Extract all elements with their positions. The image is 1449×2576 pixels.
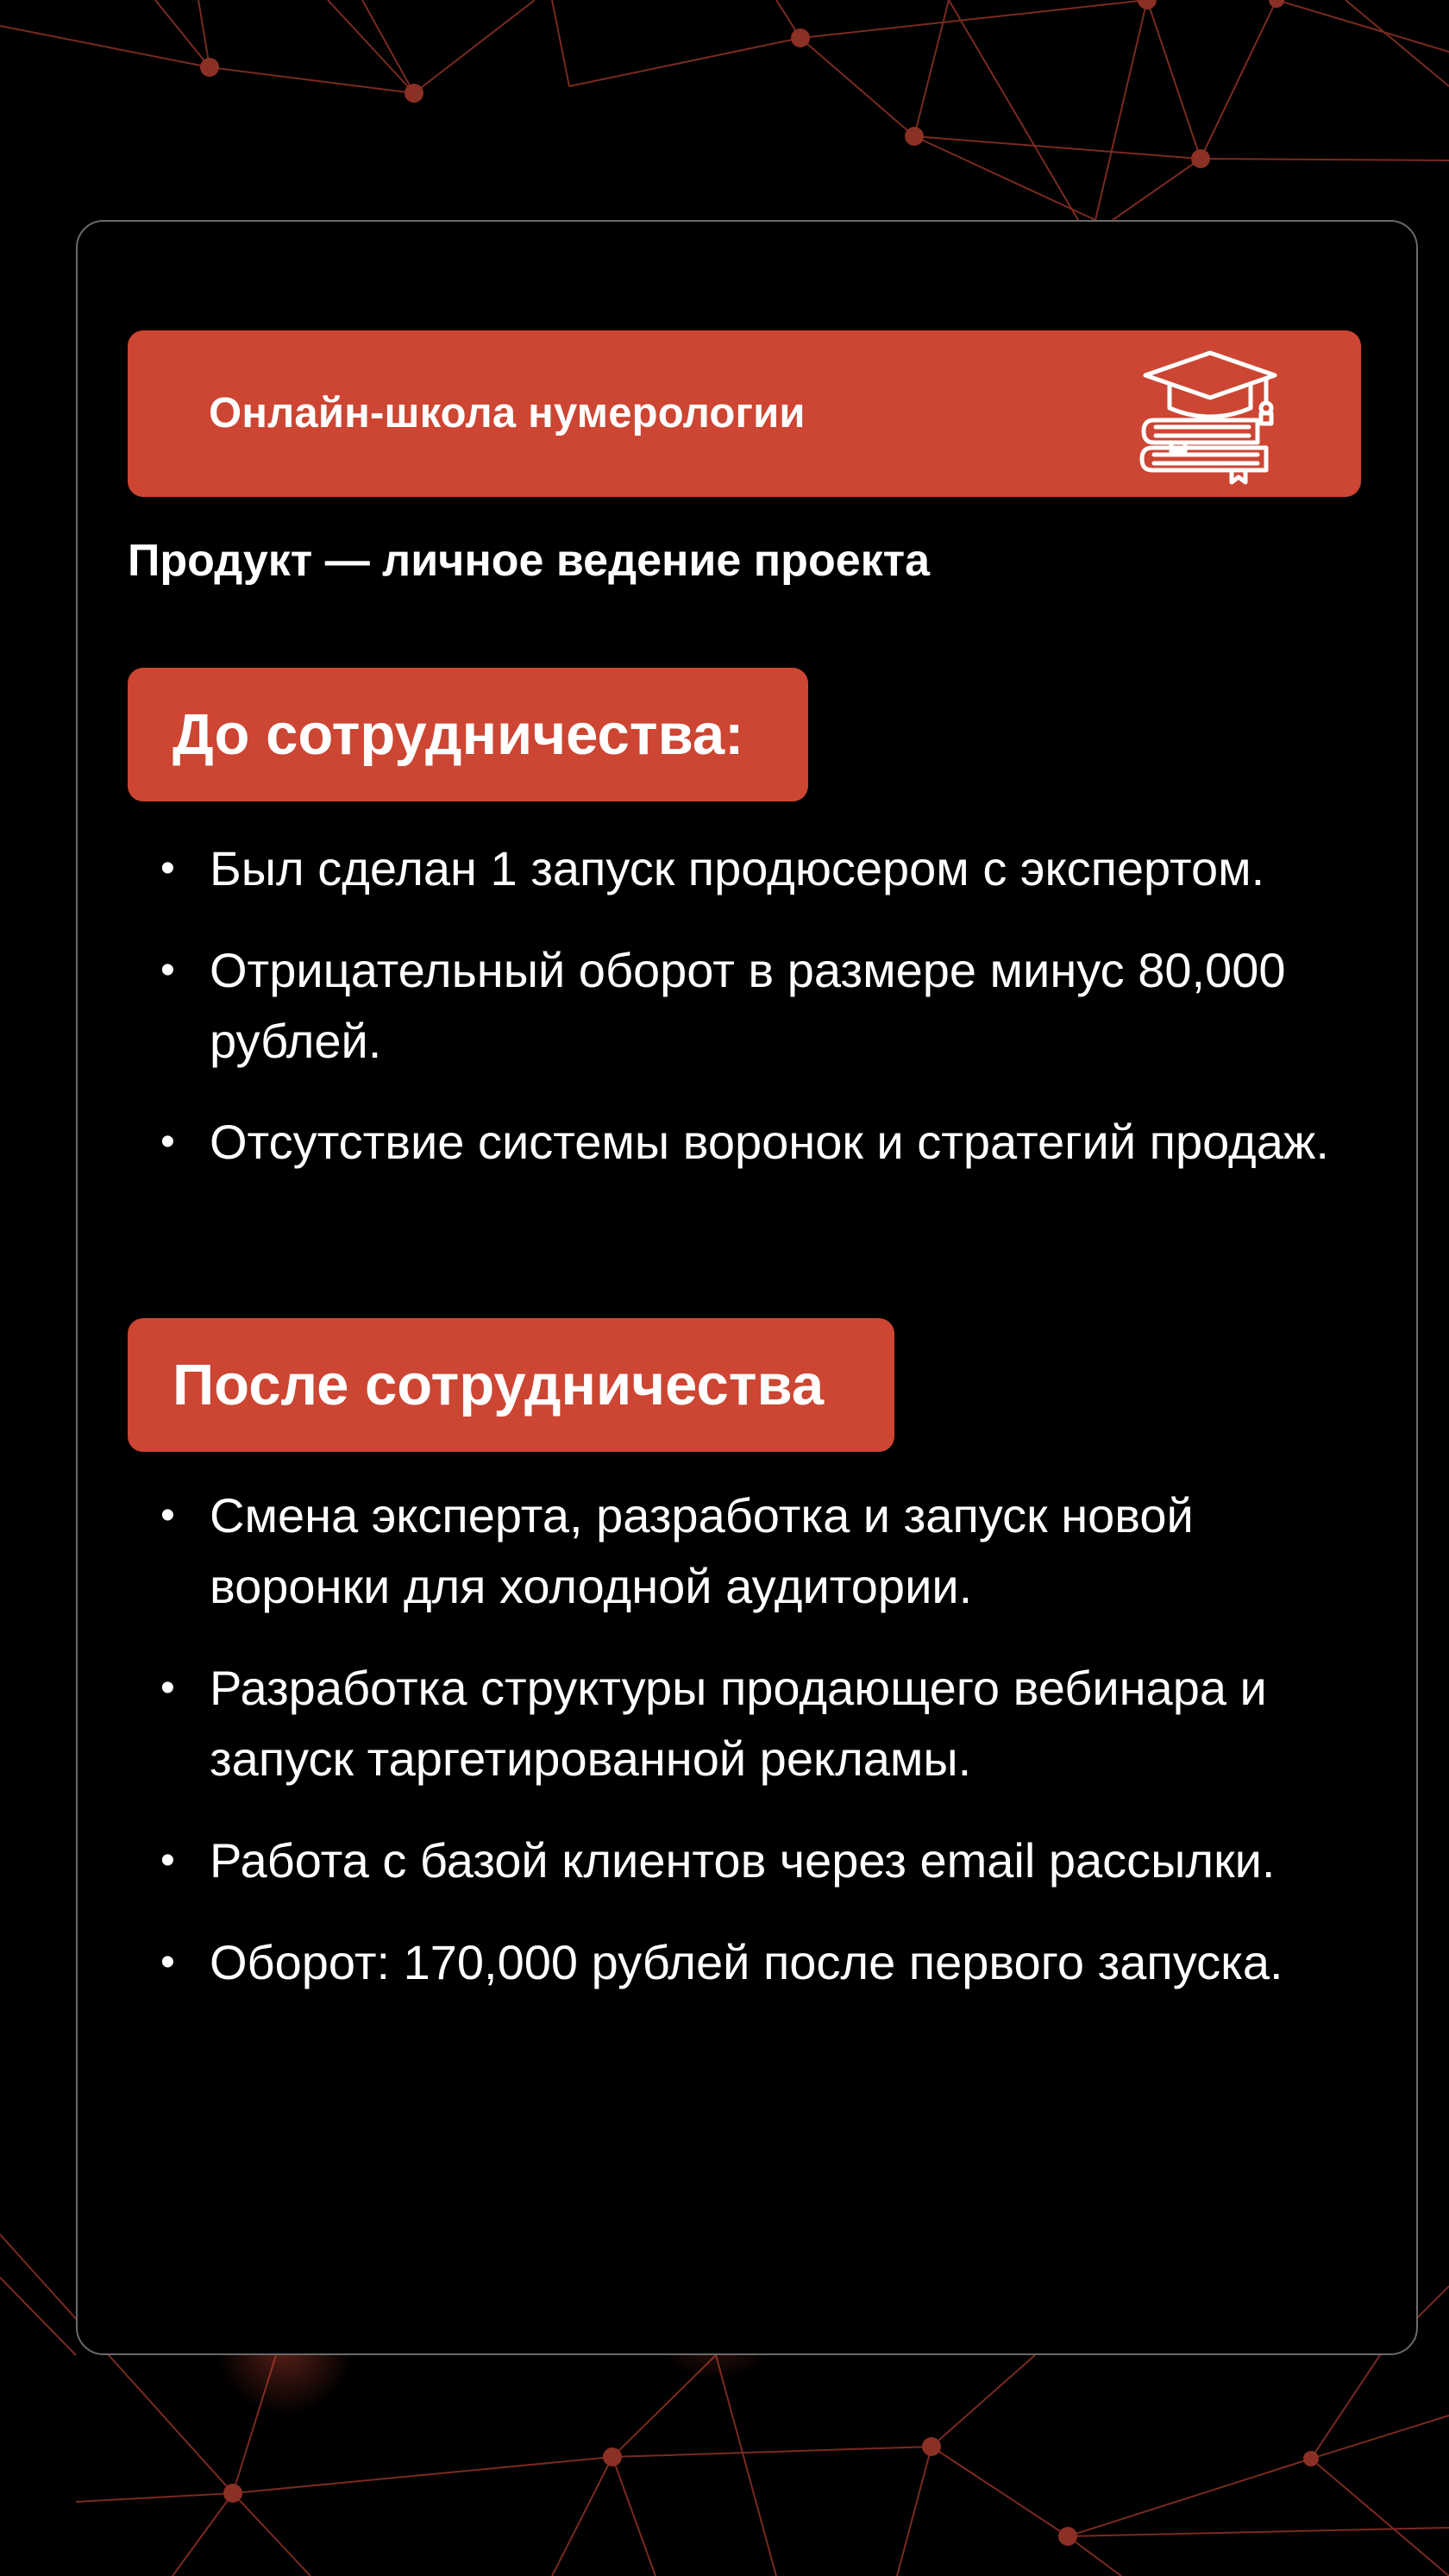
graduation-cap-books-icon — [1137, 341, 1283, 487]
banner-title: Онлайн-школа нумерологии — [209, 390, 806, 437]
list-item-text: Отсутствие системы воронок и стратегий продаж. — [210, 1115, 1329, 1169]
bullet-icon: • — [160, 1665, 175, 1711]
school-banner — [128, 330, 1361, 497]
list-item — [160, 1927, 1368, 1998]
bullet-icon: • — [160, 1939, 175, 1985]
list-item — [160, 1653, 1368, 1794]
after-heading: После сотрудничества — [128, 1318, 894, 1452]
list-item — [160, 1480, 1368, 1622]
before-heading: До сотрудничества: — [128, 668, 808, 801]
list-item-text: Разработка структуры продающего вебинара и запуск таргетированной рекламы. — [210, 1661, 1267, 1786]
list-item-text: Смена эксперта, разработка и запуск новой воронки для холодной аудитории. — [210, 1488, 1194, 1613]
bullet-icon: • — [160, 1492, 175, 1538]
list-item-text: Оборот: 170,000 рублей после первого запуска. — [210, 1935, 1283, 1989]
list-item-text: Работа с базой клиентов через email рассылки. — [210, 1833, 1276, 1888]
before-list — [160, 833, 1368, 1178]
list-item — [160, 935, 1368, 1077]
bullet-icon: • — [160, 1119, 175, 1165]
bullet-icon: • — [160, 1838, 175, 1883]
list-item — [160, 1825, 1368, 1896]
list-item-text: Отрицательный оборот в размере минус 80,000 рублей. — [210, 943, 1286, 1068]
list-item-text: Был сделан 1 запуск продюсером с экспертом. — [210, 841, 1265, 895]
product-subtitle: Продукт — личное ведение проекта — [128, 536, 931, 586]
bullet-icon: • — [160, 947, 175, 993]
bullet-icon: • — [160, 845, 175, 891]
list-item — [160, 1107, 1368, 1178]
after-list — [160, 1480, 1368, 2029]
list-item — [160, 833, 1368, 904]
